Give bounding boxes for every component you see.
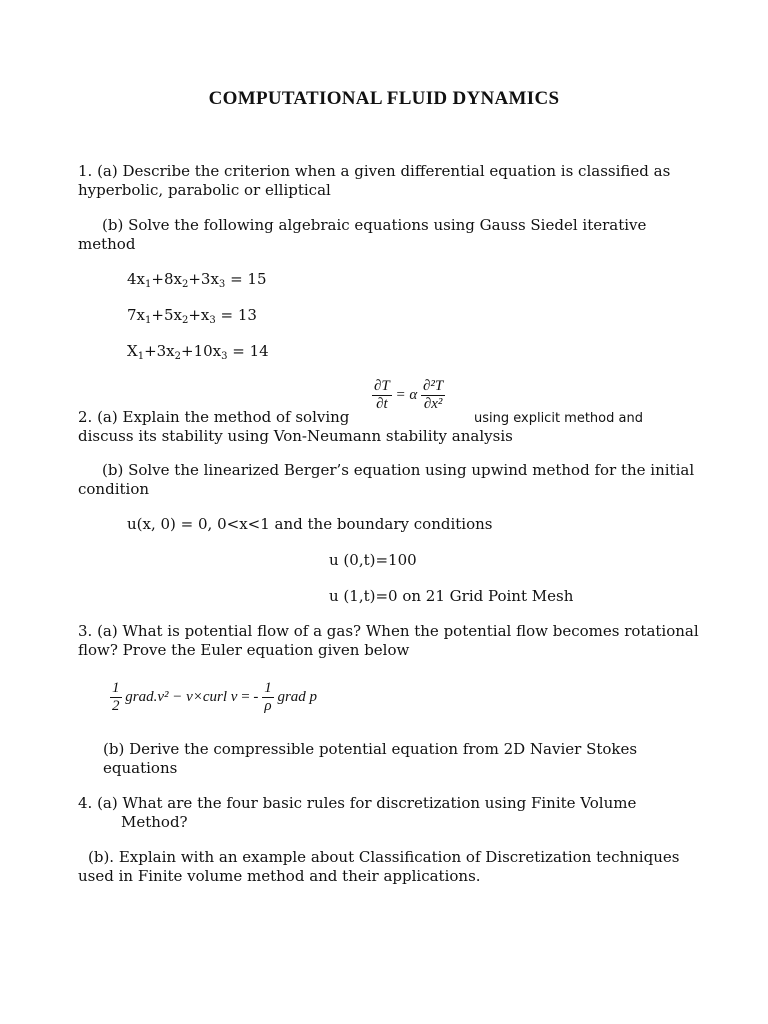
heat-equation: $\frac{\partial T}{\partial t}$ = α $\frac{\text{∂²T}}{\text{∂x²}}$ [374,378,444,412]
q1-part-b: (b) Solve the following algebraic equations using Gauss Siedel iterative method [78,216,647,253]
page-title: COMPUTATIONAL FLUID DYNAMICS [208,88,560,109]
q3-part-a: 3. (a) What is potential flow of a gas? When the potential flow becomes rotational flow? Prove the Euler equation given below [78,622,699,659]
q2-part-a-line2: discuss its stability using Von-Neumann stability analysis [78,427,513,445]
q4-part-a-line1: 4. (a) What are the four basic rules for discretization using Finite Volume [78,794,637,812]
equation-3: $X_1+3x_2+10x_3 = 14$ [127,342,269,362]
initial-condition: u(x, 0) = 0, 0<x<1 and the boundary conditions [127,515,493,533]
q2-part-a-suffix: using explicit method and [474,411,643,426]
boundary-condition-1: u (0,t)=100 [329,551,417,569]
q2-part-a-prefix: 2. (a) Explain the method of solving [78,408,350,426]
q2-part-b: (b) Solve the linearized Berger’s equation using upwind method for the initial condition [78,461,695,498]
q3-part-b: (b) Derive the compressible potential equation from 2D Navier Stokes equations [103,740,638,777]
q4-part-a-line2: Method? [121,813,188,831]
euler-equation: $\frac{1}{2}$ grad.v² − v×curl v = - $\frac{1}{\rho}$ grad p [112,680,318,714]
equation-1: $4x_1+8x_2+3x_3 = 15$ [127,270,267,290]
equation-2: $7x_1+5x_2+x_3 = 13$ [127,306,257,326]
q4-part-b: (b). Explain with an example about Classification of Discretization techniques used in Finite volume method and their applications. [78,848,680,885]
boundary-condition-2: u (1,t)=0 on 21 Grid Point Mesh [329,587,574,605]
q1-part-a: 1. (a) Describe the criterion when a given differential equation is classified as hyperbolic, parabolic or elliptical [78,162,671,199]
